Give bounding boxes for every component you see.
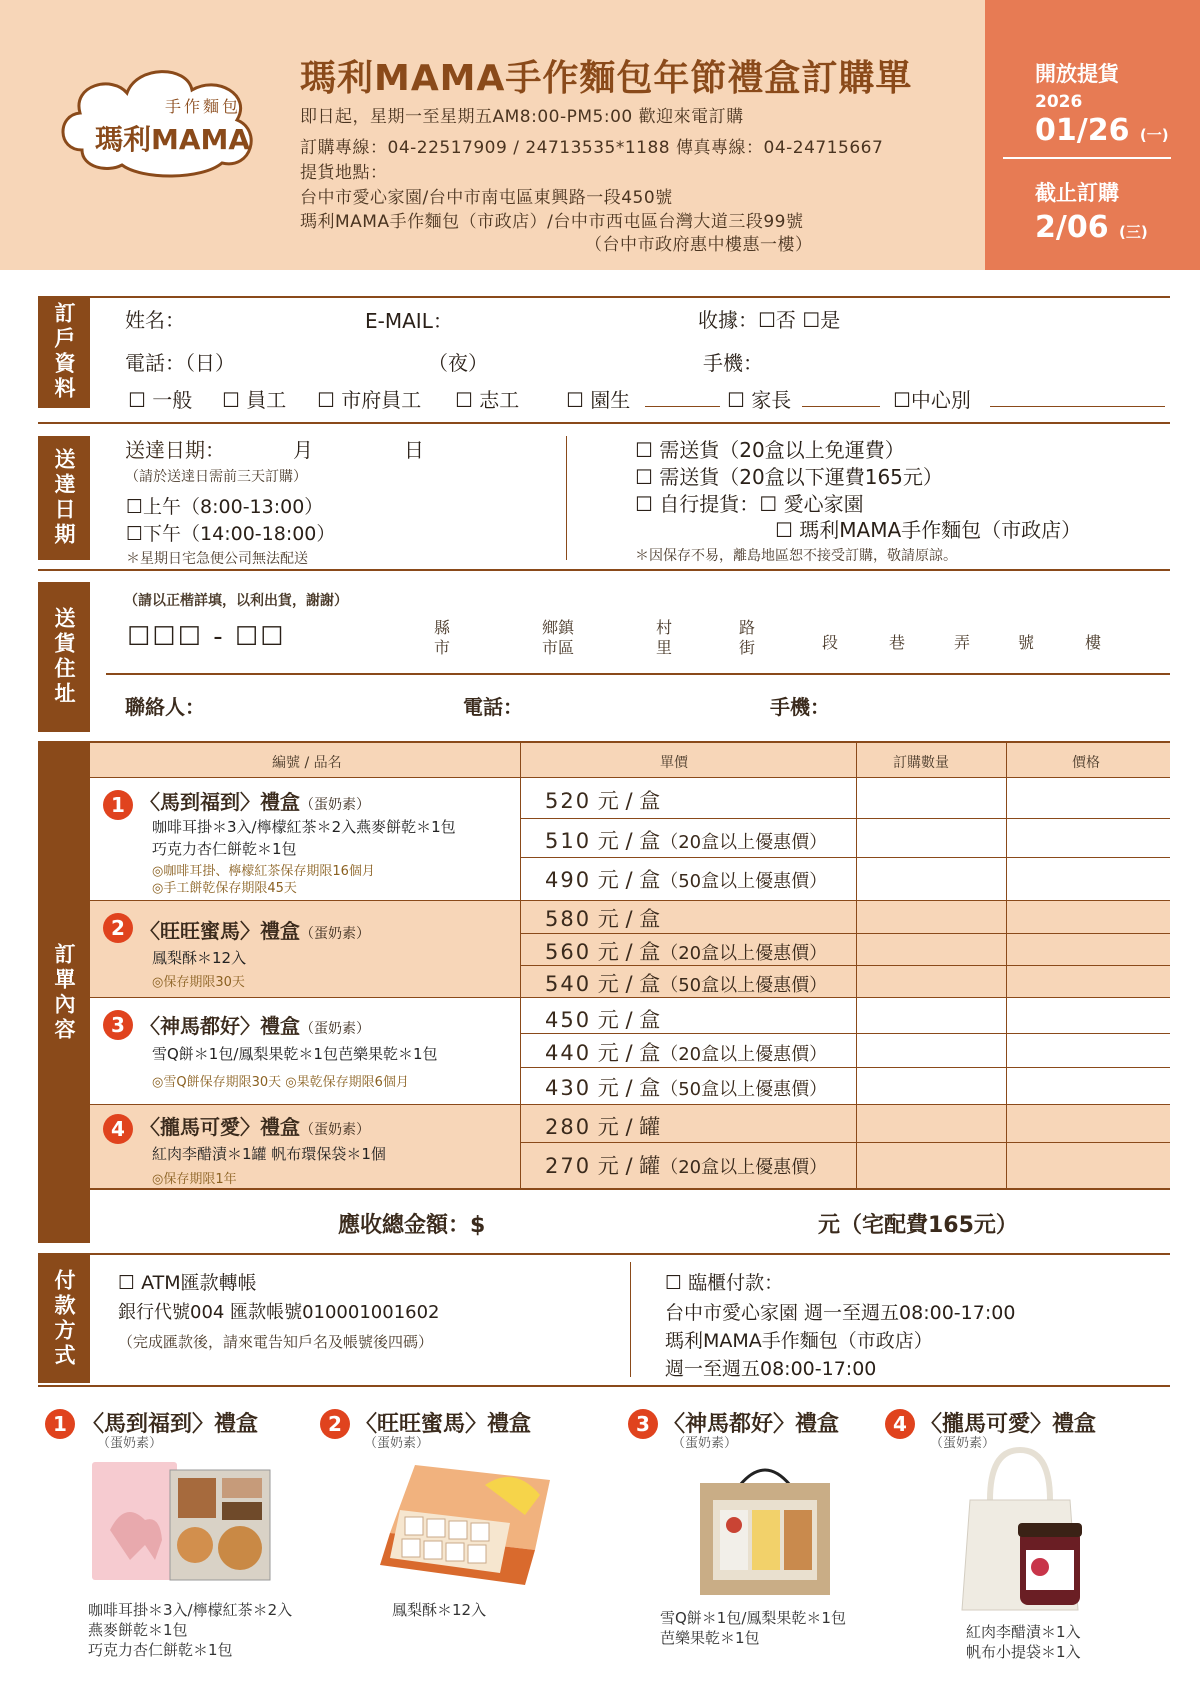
gallery-item-2-tag: （蛋奶素） bbox=[364, 1436, 430, 1451]
header-hours: 即日起，星期一至星期五AM8:00-PM5:00 歡迎來電訂購 bbox=[300, 107, 744, 127]
price-row: 520 元 / 盒 bbox=[545, 789, 661, 813]
gift-box-4-photo bbox=[960, 1445, 1090, 1615]
total-amount-label: 應收總金額：$ bbox=[338, 1213, 486, 1238]
delivery-day: 日 bbox=[404, 438, 424, 462]
gallery-item-4-caption: 紅肉李醋漬＊1入 帆布小提袋＊1入 bbox=[966, 1623, 1081, 1661]
gallery-number-badge: 1 bbox=[45, 1409, 75, 1439]
product-1-note: ◎咖啡耳掛、檸檬紅茶保存期限16個月 bbox=[152, 864, 375, 879]
product-number-badge: 3 bbox=[103, 1010, 133, 1040]
col-header-qty: 訂購數量 bbox=[893, 755, 949, 771]
option-paid-shipping[interactable]: ☐ 需送貨（20盒以下運費165元） bbox=[635, 465, 943, 489]
product-number-badge: 2 bbox=[103, 913, 133, 943]
parent-blank bbox=[802, 406, 880, 407]
header-location-2: 瑪利MAMA手作麵包（市政店）/台中市西屯區台灣大道三段99號 bbox=[300, 212, 804, 232]
product-number-badge: 4 bbox=[103, 1114, 133, 1144]
pickup-label: 開放提貨 bbox=[1035, 62, 1119, 86]
payment-divider bbox=[630, 1262, 631, 1377]
logo-text: 瑪利MAMA bbox=[95, 123, 251, 156]
gallery-number-badge: 3 bbox=[628, 1409, 658, 1439]
logo-subtext: 手作麵包 bbox=[165, 97, 242, 116]
product-1-desc2: 巧克力杏仁餅乾＊1包 bbox=[152, 840, 297, 858]
deadline-label: 截止訂購 bbox=[1035, 181, 1119, 205]
total-column[interactable] bbox=[1007, 778, 1170, 1188]
total-amount-field[interactable] bbox=[500, 1203, 800, 1237]
date-divider bbox=[1003, 157, 1171, 159]
product-2-note: ◎保存期限30天 bbox=[152, 975, 245, 990]
type-staff[interactable]: ☐ 員工 bbox=[222, 388, 287, 412]
price-row: 510 元 / 盒（20盒以上優惠價） bbox=[545, 829, 828, 853]
price-row: 280 元 / 罐 bbox=[545, 1115, 661, 1139]
type-parent[interactable]: ☐ 家長 bbox=[727, 388, 792, 412]
atm-note: （完成匯款後，請來電告知戶名及帳號後四碼） bbox=[118, 1333, 434, 1351]
price-row: 450 元 / 盒 bbox=[545, 1008, 661, 1032]
page-title: 瑪利MAMA手作麵包年節禮盒訂購單 bbox=[300, 58, 913, 99]
col-header-price: 單價 bbox=[660, 755, 688, 771]
product-2-name: 〈旺旺蜜馬〉禮盒（蛋奶素） bbox=[140, 919, 370, 943]
contact-mobile-label[interactable]: 手機： bbox=[770, 695, 830, 719]
field-floor[interactable]: 樓 bbox=[1085, 633, 1102, 652]
section-payment: 付款方式 bbox=[38, 1255, 90, 1383]
type-general[interactable]: ☐ 一般 bbox=[128, 388, 193, 412]
option-free-shipping[interactable]: ☐ 需送貨（20盒以上免運費） bbox=[635, 438, 905, 462]
zipcode-boxes[interactable]: ☐☐☐ - ☐☐ bbox=[127, 622, 286, 652]
product-3-note: ◎雪Q餅保存期限30天 ◎果乾保存期限6個月 bbox=[152, 1075, 409, 1090]
phone-night-label[interactable]: （夜） bbox=[428, 351, 488, 375]
product-number-badge: 1 bbox=[103, 790, 133, 820]
field-road[interactable]: 路 街 bbox=[739, 618, 756, 657]
pickup-date: 01/26 (一) bbox=[1035, 113, 1169, 148]
field-township[interactable]: 鄉鎮 市區 bbox=[542, 618, 575, 657]
header-location-1: 台中市愛心家園/台中市南屯區東興路一段450號 bbox=[300, 188, 673, 208]
price-row: 560 元 / 盒（20盒以上優惠價） bbox=[545, 940, 828, 964]
header-pickup-label: 提貨地點： bbox=[300, 163, 388, 183]
gallery-number-badge: 4 bbox=[885, 1409, 915, 1439]
product-3-desc: 雪Q餅＊1包/鳳梨果乾＊1包芭樂果乾＊1包 bbox=[152, 1045, 438, 1063]
gallery-number-badge: 2 bbox=[320, 1409, 350, 1439]
type-volunteer[interactable]: ☐ 志工 bbox=[455, 388, 520, 412]
price-row: 490 元 / 盒（50盒以上優惠價） bbox=[545, 868, 828, 892]
field-section[interactable]: 段 bbox=[822, 633, 839, 652]
quantity-column[interactable] bbox=[857, 778, 1006, 1188]
gift-box-1-photo bbox=[90, 1460, 275, 1585]
address-line bbox=[106, 673, 1170, 675]
delivery-date-label[interactable]: 送達日期： bbox=[125, 438, 225, 462]
deadline-date: 2/06 (三) bbox=[1035, 210, 1148, 245]
phone-day-label[interactable]: 電話：（日） bbox=[125, 351, 235, 375]
section-delivery: 送達日期 bbox=[38, 436, 90, 560]
resident-blank bbox=[645, 406, 720, 407]
header-location-3: （台中市政府惠中樓惠一樓） bbox=[585, 235, 813, 255]
section-top-line bbox=[38, 296, 1170, 298]
gallery-item-2-title: 〈旺旺蜜馬〉禮盒 bbox=[355, 1412, 532, 1437]
col-header-total: 價格 bbox=[1072, 755, 1100, 771]
header-phones: 訂購專線：04-22517909 / 24713535*1188 傳真專線：04-24715667 bbox=[300, 138, 884, 158]
grid-line bbox=[38, 1188, 1170, 1190]
gift-box-2-photo bbox=[375, 1455, 555, 1590]
field-alley[interactable]: 弄 bbox=[954, 633, 971, 652]
receipt-option[interactable]: 收據：☐否 ☐是 bbox=[698, 308, 841, 332]
col-header-item: 編號 / 品名 bbox=[272, 755, 342, 771]
delivery-pm[interactable]: ☐下午（14:00-18:00） bbox=[126, 523, 336, 545]
counter-location-2: 瑪利MAMA手作麵包（市政店） bbox=[665, 1330, 933, 1352]
section-customer: 訂戶資料 bbox=[38, 296, 90, 408]
email-label[interactable]: E-MAIL： bbox=[365, 309, 453, 333]
field-village[interactable]: 村 里 bbox=[656, 618, 673, 657]
gallery-item-3-caption: 雪Q餅＊1包/鳳梨果乾＊1包 芭樂果乾＊1包 bbox=[660, 1609, 846, 1647]
option-pickup-store[interactable]: ☐ 瑪利MAMA手作麵包（市政店） bbox=[775, 518, 1082, 542]
product-4-desc: 紅肉李醋漬＊1罐 帆布環保袋＊1個 bbox=[152, 1145, 386, 1163]
section-divider bbox=[38, 569, 1170, 571]
section-divider bbox=[38, 422, 1170, 424]
payment-atm[interactable]: ☐ ATM匯款轉帳 bbox=[118, 1272, 257, 1294]
gallery-item-3-title: 〈神馬都好〉禮盒 bbox=[663, 1412, 840, 1437]
product-1-desc: 咖啡耳掛＊3入/檸檬紅茶＊2入燕麥餅乾＊1包 bbox=[152, 818, 456, 836]
center-blank bbox=[990, 406, 1165, 407]
delivery-sunday-note: ＊星期日宅急便公司無法配送 bbox=[126, 551, 308, 567]
field-number[interactable]: 號 bbox=[1018, 633, 1035, 652]
table-header-row bbox=[90, 743, 1170, 777]
section-order: 訂單內容 bbox=[38, 743, 90, 1243]
section-bottom-line bbox=[38, 1385, 1170, 1387]
gallery-item-1-title: 〈馬到福到〉禮盒 bbox=[82, 1412, 259, 1437]
field-county[interactable]: 縣 市 bbox=[434, 618, 451, 657]
delivery-divider bbox=[566, 436, 567, 560]
option-self-pickup[interactable]: ☐ 自行提貨：☐ 愛心家園 bbox=[635, 492, 864, 516]
product-2-desc: 鳳梨酥＊12入 bbox=[152, 949, 247, 967]
price-row: 440 元 / 盒（20盒以上優惠價） bbox=[545, 1041, 828, 1065]
total-amount-suffix: 元（宅配費165元） bbox=[818, 1213, 1018, 1238]
bank-account: 銀行代號004 匯款帳號010001001602 bbox=[118, 1302, 440, 1323]
price-row: 580 元 / 盒 bbox=[545, 907, 661, 931]
type-resident[interactable]: ☐ 園生 bbox=[566, 388, 631, 412]
delivery-month: 月 bbox=[293, 438, 313, 462]
type-city-staff[interactable]: ☐ 市府員工 bbox=[317, 388, 422, 412]
delivery-note: （請於送達日需前三天訂購） bbox=[125, 469, 307, 485]
gift-box-3-photo bbox=[695, 1455, 835, 1600]
section-address: 送貨住址 bbox=[38, 582, 90, 732]
price-row: 540 元 / 盒（50盒以上優惠價） bbox=[545, 972, 828, 996]
product-3-name: 〈神馬都好〉禮盒（蛋奶素） bbox=[140, 1014, 370, 1038]
counter-hours: 週一至週五08:00-17:00 bbox=[665, 1358, 877, 1380]
gallery-item-1-caption: 咖啡耳掛＊3入/檸檬紅茶＊2入 燕麥餅乾＊1包 巧克力杏仁餅乾＊1包 bbox=[88, 1601, 293, 1659]
product-1-name: 〈馬到福到〉禮盒（蛋奶素） bbox=[140, 790, 370, 814]
payment-counter[interactable]: ☐ 臨櫃付款： bbox=[665, 1272, 784, 1294]
contact-label[interactable]: 聯絡人： bbox=[125, 695, 205, 719]
name-label[interactable]: 姓名： bbox=[125, 308, 185, 332]
gallery-item-4-tag: （蛋奶素） bbox=[930, 1436, 996, 1451]
gallery-item-4-title: 〈攏馬可愛〉禮盒 bbox=[920, 1412, 1097, 1437]
type-center[interactable]: ☐中心別 bbox=[893, 388, 971, 412]
address-note: （請以正楷詳填，以利出貨，謝謝） bbox=[124, 593, 348, 609]
contact-phone-label[interactable]: 電話： bbox=[463, 695, 523, 719]
price-row: 430 元 / 盒（50盒以上優惠價） bbox=[545, 1076, 828, 1100]
section-divider bbox=[38, 1253, 1170, 1255]
mobile-label[interactable]: 手機： bbox=[703, 351, 763, 375]
delivery-am[interactable]: ☐上午（8:00-13:00） bbox=[126, 496, 324, 518]
price-row: 270 元 / 罐（20盒以上優惠價） bbox=[545, 1154, 828, 1178]
counter-location-1: 台中市愛心家園 週一至週五08:00-17:00 bbox=[665, 1302, 1016, 1324]
gallery-item-3-tag: （蛋奶素） bbox=[672, 1436, 738, 1451]
product-4-name: 〈攏馬可愛〉禮盒（蛋奶素） bbox=[140, 1115, 370, 1139]
field-lane[interactable]: 巷 bbox=[889, 633, 906, 652]
product-4-note: ◎保存期限1年 bbox=[152, 1172, 237, 1187]
island-note: ＊因保存不易，離島地區恕不接受訂購，敬請原諒。 bbox=[635, 548, 957, 564]
gallery-item-1-tag: （蛋奶素） bbox=[97, 1436, 163, 1451]
gallery-item-2-caption: 鳳梨酥＊12入 bbox=[392, 1601, 487, 1619]
pickup-year: 2026 bbox=[1035, 92, 1083, 112]
product-1-note2: ◎手工餅乾保存期限45天 bbox=[152, 881, 297, 896]
